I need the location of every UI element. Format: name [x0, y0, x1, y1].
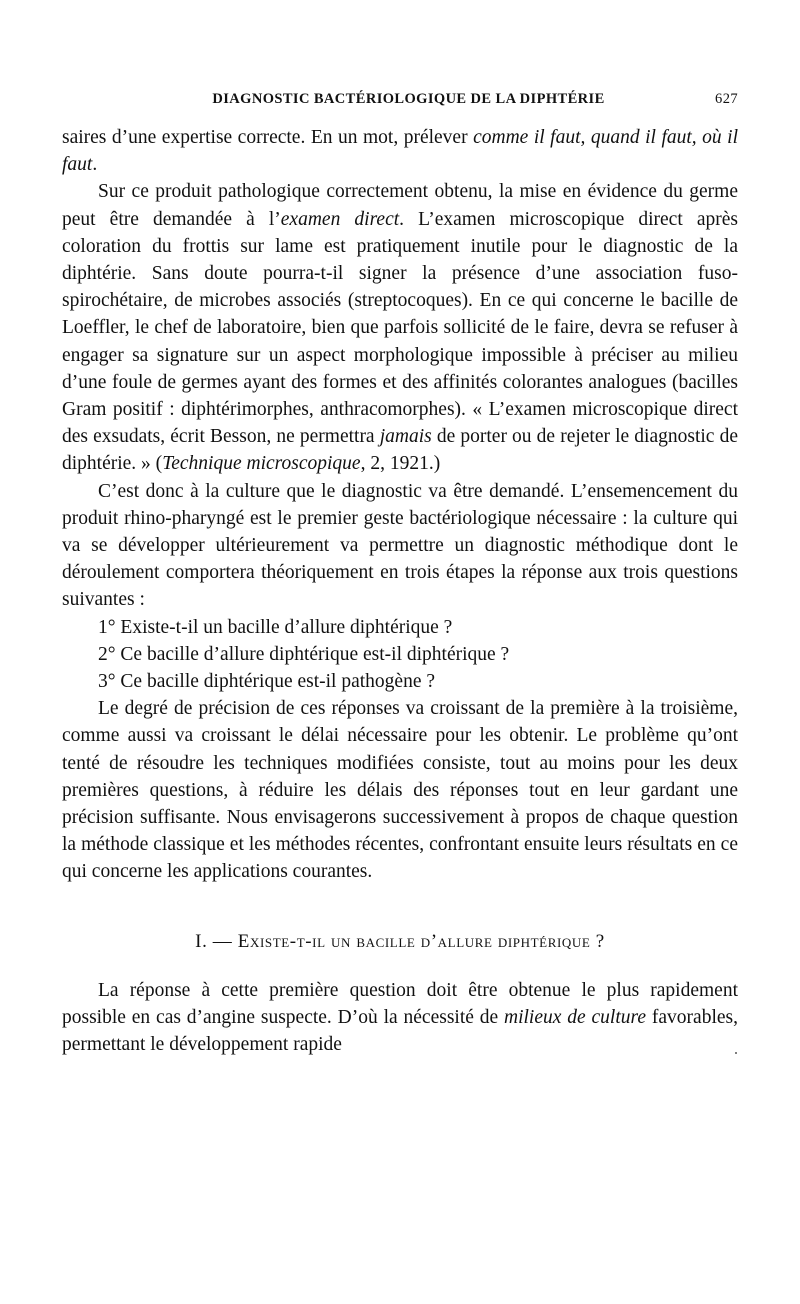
section-number: I. — — [195, 930, 238, 952]
document-page — [62, 86, 738, 1059]
paragraph-5-text-a: La réponse à cette première question doit être obtenue le plus rapidement possible en cas d’angine suspecte. D’où la nécessité de — [62, 979, 738, 1029]
paragraph-5-italic: milieux de culture — [504, 1007, 647, 1029]
question-3: 3° Ce bacille diphtérique est-il pathogène ? — [98, 671, 436, 693]
running-header — [62, 86, 738, 114]
paragraph-2-italic-2: jamais — [379, 426, 432, 448]
paragraph-1-text: saires d’une expertise correcte. En un mot, prélever — [62, 127, 474, 148]
paragraph-2-text-b: . L’examen microscopique direct après coloration du frottis sur lame est pratiquement inutile pour le diagnostic de la diphtérie. Sans doute pourra-t-il signer la présence d’une association fuso-spirochétaire, de microbes associés (streptocoques). En ce qui concerne le bacille de Loeffler, le chef de laboratoire, bien que parfois sollicité de le faire, devra se refuser à engager sa signature sur un aspect morphologique impossible à préciser au milieu d’une foule de germes ayant des formes et des affinités colorantes analogues (bacilles Gram positif : diphtérimorphes, anthracomorphes). « L’examen microscopique direct des exsudats, écrit Besson, ne permettra — [62, 208, 738, 448]
running-title: DIAGNOSTIC BACTÉRIOLOGIQUE DE LA DIPHTÉRIE — [212, 91, 605, 107]
section-title: Existe-t-il un bacille d’allure diphtérique ? — [237, 930, 605, 952]
page-number: 627 — [715, 91, 738, 107]
paragraph-5 — [62, 977, 738, 1059]
question-1: 1° Existe-t-il un bacille d’allure diphtérique ? — [98, 616, 453, 638]
paragraph-2-text-c: de porter ou de rejeter le diagnostic de diphtérie. » ( — [62, 426, 738, 475]
paragraph-2 — [62, 178, 738, 477]
paragraph-2-text-a: Sur ce produit pathologique correctement obtenu, la mise en évidence du germe peut être demandée à l’ — [62, 181, 738, 230]
paragraph-2-italic-1: examen direct — [280, 208, 400, 230]
question-2: 2° Ce bacille d’allure diphtérique est-il diphtérique ? — [98, 643, 510, 665]
paragraph-2-text-d: , 2, 1921.) — [360, 453, 441, 475]
print-speck — [735, 1052, 737, 1054]
paragraph-2-italic-3: Technique microscopique — [162, 453, 361, 475]
paragraph-1-end: . — [92, 154, 98, 176]
paragraph-3: C’est donc à la culture que le diagnostic va être demandé. L’ensemencement du produit rhino-pharyngé est le premier geste bactériologique nécessaire : la culture qui va se développer ultérieurement va permettre un diagnostic méthodique dont le déroulement comportera théoriquement en trois étapes la réponse aux trois questions suivantes : — [62, 480, 738, 611]
section-heading — [62, 928, 738, 955]
paragraph-4: Le degré de précision de ces réponses va croissant de la première à la troisième, comme aussi va croissant le délai nécessaire pour les obtenir. Le problème qu’ont tenté de résoudre les techniques modifiées consiste, tout au moins pour les deux premières questions, à réduire les délais des réponses tout en leur gardant une précision suffisante. Nous envisagerons successivement à propos de chaque question la méthode classique et les méthodes récentes, confrontant ensuite leurs résultats en ce qui concerne les applications courantes. — [62, 698, 738, 883]
paragraph-1 — [62, 124, 738, 178]
paragraph-1-italic: comme il faut, quand il faut, où il faut — [62, 127, 739, 176]
paragraph-5-text-b: favorables, permettant le développement rapide — [62, 1007, 738, 1056]
